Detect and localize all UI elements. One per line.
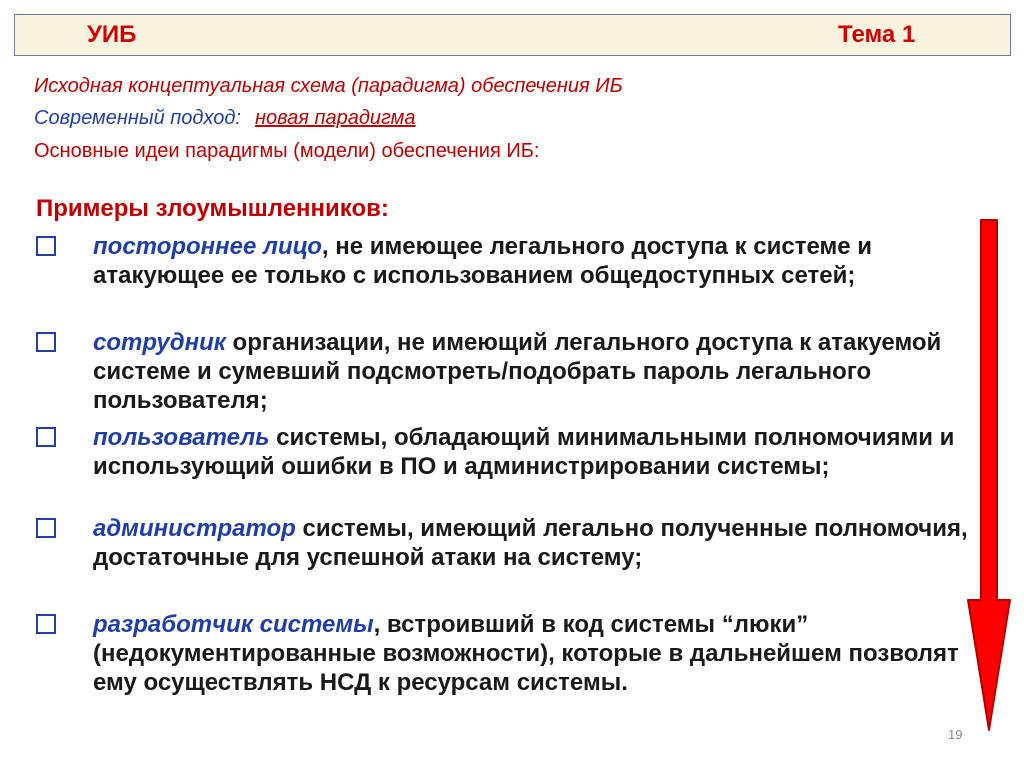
list-item-term: разработчик системы bbox=[93, 611, 374, 638]
list-item bbox=[93, 514, 973, 572]
checkbox-bullet-icon bbox=[36, 518, 56, 538]
down-arrow-icon bbox=[966, 218, 1012, 734]
list-item-term: постороннее лицо bbox=[93, 233, 322, 260]
list-item-text: организации, не имеющий легального доступа к атакуемой системе и сумевший подсмотреть/подобрать пароль легального пользователя; bbox=[93, 329, 942, 414]
header-title-left: УИБ bbox=[87, 21, 137, 48]
list-item-text: системы, обладающий минимальными полномочиями и использующий ошибки в ПО и администрировании системы; bbox=[93, 424, 955, 480]
checkbox-bullet-icon bbox=[36, 332, 56, 352]
list-item-text: , не имеющее легального доступа к системе и атакующее ее только с использованием общедоступных сетей; bbox=[93, 233, 873, 289]
checkbox-bullet-icon bbox=[36, 427, 56, 447]
list-item bbox=[93, 328, 973, 415]
list-item bbox=[93, 232, 973, 290]
checkbox-bullet-icon bbox=[36, 614, 56, 634]
list-item-text: , встроивший в код системы “люки” (недокументированные возможности), которые в дальнейшем позволят ему осуществлять НСД к ресурсам системы. bbox=[93, 611, 959, 696]
list-title: Примеры злоумышленников: bbox=[36, 195, 389, 222]
intro-line-1: Исходная концептуальная схема (парадигма) обеспечения ИБ bbox=[34, 75, 623, 97]
checkbox-bullet-icon bbox=[36, 236, 56, 256]
list-item bbox=[93, 423, 973, 481]
list-item-text: системы, имеющий легально полученные полномочия, достаточные для успешной атаки на систему; bbox=[93, 515, 968, 571]
intro-line-3: Основные идеи парадигмы (модели) обеспечения ИБ: bbox=[34, 140, 540, 162]
intro-line-2 bbox=[34, 107, 416, 130]
intro-line-2-highlight: новая парадигма bbox=[254, 107, 416, 129]
list-item-term: администратор bbox=[93, 515, 296, 542]
header-title-right: Тема 1 bbox=[838, 21, 916, 48]
list-item-term: пользователь bbox=[93, 424, 270, 451]
list-item bbox=[93, 610, 973, 697]
list-item-term: сотрудник bbox=[93, 329, 226, 356]
slide-number: 19 bbox=[948, 727, 963, 742]
intro-line-2-prefix: Современный подход: bbox=[34, 107, 241, 129]
